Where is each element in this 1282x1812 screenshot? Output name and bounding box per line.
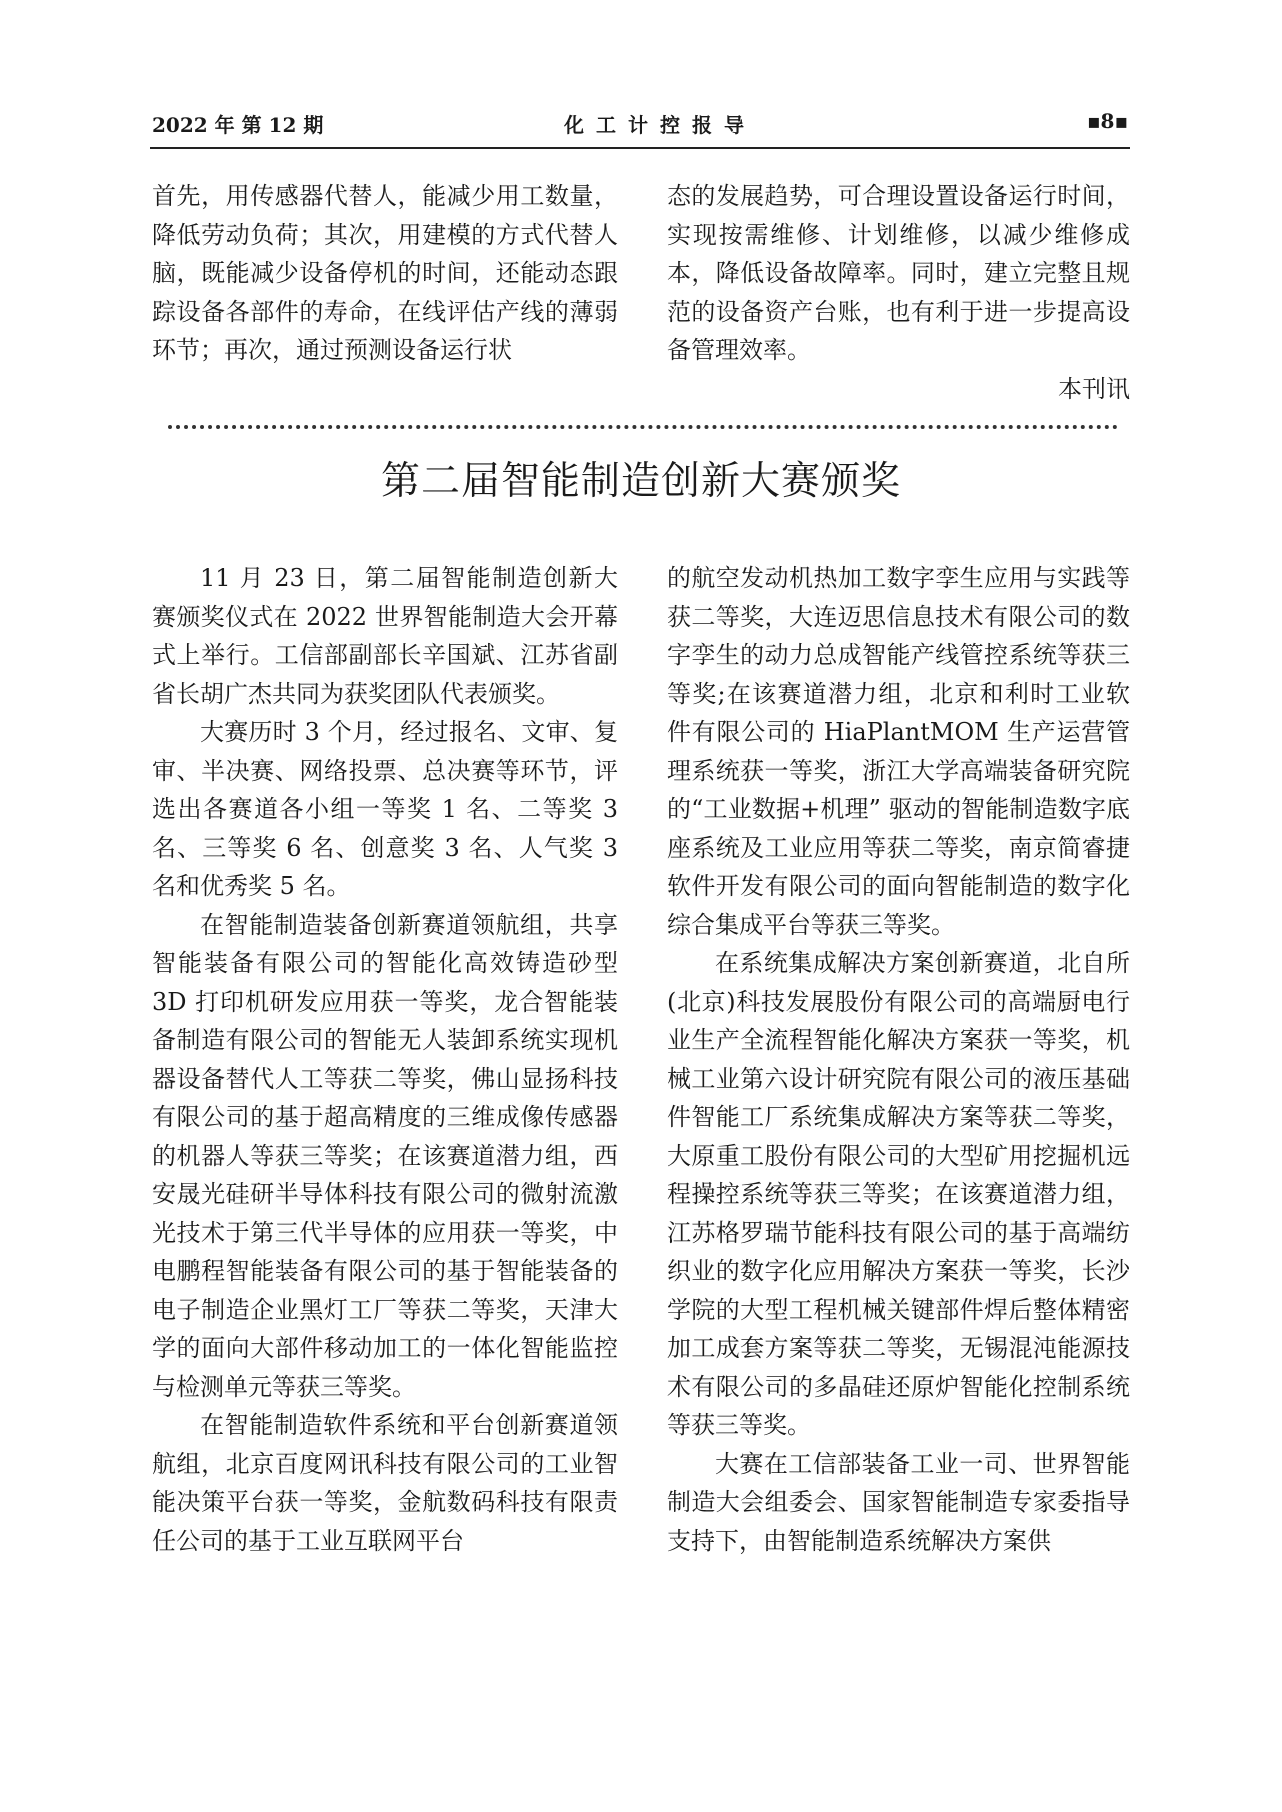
previous-article-text-left: 首先，用传感器代替人，能减少用工数量，降低劳动负荷；其次，用建模的方式代替人脑，既能减少设备停机的时间，还能动态跟踪设备各部件的寿命，在线评估产线的薄弱环节；再次，通过预测设备运行状 <box>152 182 618 364</box>
paragraph: 11 月 23 日，第二届智能制造创新大赛颁奖仪式在 2022 世界智能制造大会开幕式上举行。工信部副部长辛国斌、江苏省副省长胡广杰共同为获奖团队代表颁奖。 <box>152 564 618 708</box>
paragraph: 大赛历时 3 个月，经过报名、文审、复审、半决赛、网络投票、总决赛等环节，评选出各赛道各小组一等奖 1 名、二等奖 3 名、三等奖 6 名、创意奖 3 名、人气奖 3 名和优秀奖 5 名。 <box>152 718 618 900</box>
byline: 本刊讯 <box>1058 375 1130 403</box>
previous-article-left-column <box>152 177 618 370</box>
header-rule <box>150 147 1130 149</box>
page-number: ▪8▪ <box>1086 109 1128 133</box>
previous-article-right-column <box>667 177 1130 370</box>
journal-name: 化工计控报导 <box>564 113 756 137</box>
running-header <box>150 103 1130 139</box>
paragraph: 在智能制造软件系统和平台创新赛道领航组，北京百度网讯科技有限公司的工业智能决策平台获一等奖，金航数码科技有限责任公司的基于工业互联网平台 <box>152 1411 618 1555</box>
article-separator <box>168 425 1118 429</box>
previous-article-text-right: 态的发展趋势，可合理设置设备运行时间，实现按需维修、计划维修，以减少维修成本，降低设备故障率。同时，建立完整且规范的设备资产台账，也有利于进一步提高设备管理效率。 <box>667 182 1130 364</box>
article-right-column <box>667 559 1130 1560</box>
paragraph-continued: 的航空发动机热加工数字孪生应用与实践等获二等奖，大连迈思信息技术有限公司的数字孪生的动力总成智能产线管控系统等获三等奖;在该赛道潜力组，北京和利时工业软件有限公司的 HiaPlantMOM 生产运营管理系统获一等奖，浙江大学高端装备研究院的“工业数据+机理” 驱动的智能制造数字底座系统及工业应用等获二等奖，南京简睿捷软件开发有限公司的面向智能制造的数字化综合集成平台等获三等奖。 <box>667 564 1130 939</box>
paragraph: 在智能制造装备创新赛道领航组，共享智能装备有限公司的智能化高效铸造砂型 3D 打印机研发应用获一等奖，龙合智能装备制造有限公司的智能无人装卸系统实现机器设备替代人工等获二等奖，佛山显扬科技有限公司的基于超高精度的三维成像传感器的机器人等获三等奖；在该赛道潜力组，西安晟光硅研半导体科技有限公司的微射流激光技术于第三代半导体的应用获一等奖，中电鹏程智能装备有限公司的基于智能装备的电子制造企业黑灯工厂等获二等奖，天津大学的面向大部件移动加工的一体化智能监控与检测单元等获三等奖。 <box>152 910 618 1401</box>
paragraph: 大赛在工信部装备工业一司、世界智能制造大会组委会、国家智能制造专家委指导支持下，由智能制造系统解决方案供 <box>667 1449 1130 1555</box>
paragraph: 在系统集成解决方案创新赛道，北自所(北京)科技发展股份有限公司的高端厨电行业生产全流程智能化解决方案获一等奖，机械工业第六设计研究院有限公司的液压基础件智能工厂系统集成解决方案等获二等奖，大原重工股份有限公司的大型矿用挖掘机远程操控系统等获三等奖；在该赛道潜力组，江苏格罗瑞节能科技有限公司的基于高端纺织业的数字化应用解决方案获一等奖，长沙学院的大型工程机械关键部件焊后整体精密加工成套方案等获二等奖，无锡混沌能源技术有限公司的多晶硅还原炉智能化控制系统等获三等奖。 <box>667 949 1130 1439</box>
article-title: 第二届智能制造创新大赛颁奖 <box>380 459 901 504</box>
article-left-column <box>152 559 618 1560</box>
issue-label: 2022 年 第 12 期 <box>152 113 324 137</box>
